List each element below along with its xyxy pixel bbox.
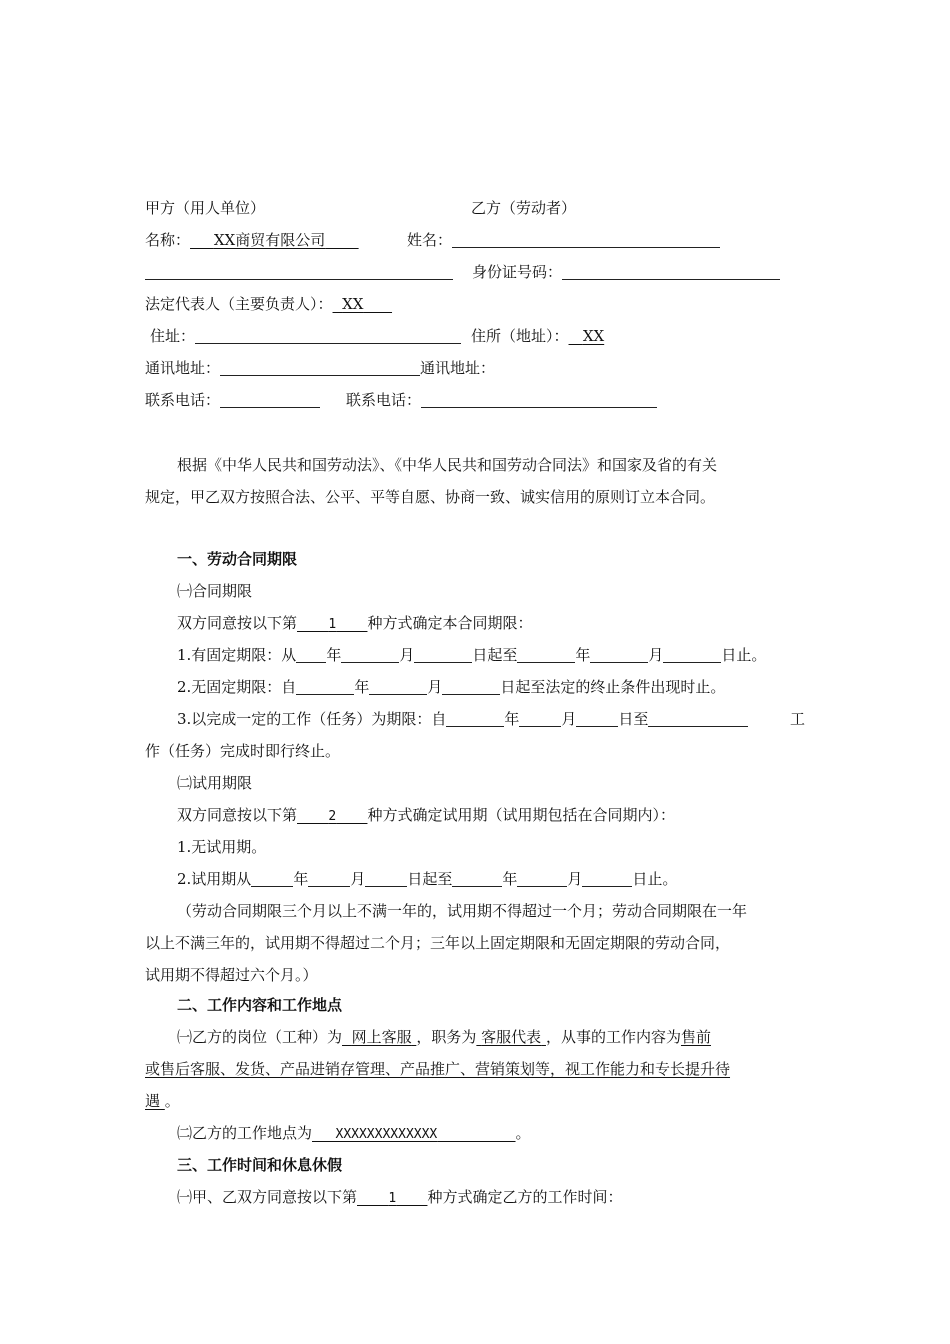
party-a-extra-field[interactable] bbox=[145, 265, 453, 280]
fixed-term-label: 1.有固定期限：从 bbox=[177, 646, 297, 664]
probation-note-line-1: （劳动合同期限三个月以上不满一年的，试用期不得超过一个月；劳动合同期限在一年 bbox=[177, 902, 748, 920]
open-from-month[interactable] bbox=[369, 680, 427, 695]
probation-opt-2-label: 2.试用期从 bbox=[177, 870, 252, 888]
task-term-row bbox=[177, 712, 748, 727]
task-name-field[interactable] bbox=[648, 712, 748, 727]
address-b-label: 住所（地址）： bbox=[471, 327, 569, 345]
address-a-row bbox=[150, 329, 461, 344]
open-term-label: 2.无固定期限：自 bbox=[177, 678, 297, 696]
contact-addr-a-field[interactable] bbox=[220, 361, 420, 376]
work-time-choice-value: 1 bbox=[388, 1191, 397, 1206]
contact-addr-b-label: 通讯地址： bbox=[420, 359, 496, 377]
open-from-day[interactable] bbox=[442, 680, 500, 695]
year-word: 年 bbox=[504, 710, 520, 728]
place-prefix: ㈡乙方的工作地点为 bbox=[177, 1124, 313, 1142]
work-time-suffix: 种方式确定乙方的工作时间： bbox=[427, 1188, 623, 1206]
year-word: 年 bbox=[293, 870, 309, 888]
preamble-line-1: 根据《中华人民共和国劳动法》、《中华人民共和国劳动合同法》和国家及省的有关 bbox=[177, 456, 718, 474]
probation-note-line-3: 试用期不得超过六个月。） bbox=[145, 966, 318, 984]
probation-to-year[interactable] bbox=[452, 872, 502, 887]
legal-rep-label: 法定代表人（主要负责人）： bbox=[145, 295, 333, 313]
party-a-name-row bbox=[145, 233, 359, 248]
legal-rep-value: XX bbox=[342, 295, 364, 313]
probation-suffix: 种方式确定试用期（试用期包括在合同期内）： bbox=[367, 806, 675, 824]
place-row bbox=[177, 1126, 531, 1141]
phone-b-row bbox=[346, 393, 657, 408]
section-1-sub-1: ㈠合同期限 bbox=[177, 582, 253, 600]
year-word: 年 bbox=[502, 870, 518, 888]
party-b-header: 乙方（劳动者） bbox=[471, 199, 577, 217]
fixed-to-year[interactable] bbox=[517, 648, 575, 663]
month-word: 月 bbox=[350, 870, 366, 888]
task-from-day[interactable] bbox=[576, 712, 618, 727]
content-prefix: ，从事的工作内容为 bbox=[545, 1028, 681, 1046]
probation-to-month[interactable] bbox=[517, 872, 567, 887]
id-row bbox=[472, 265, 780, 280]
phone-b-field[interactable] bbox=[421, 393, 657, 408]
probation-note-line-2: 以上不满三年的，试用期不得超过二个月；三年以上固定期限和无固定期限的劳动合同， bbox=[145, 934, 731, 952]
day-from-to-word: 日起至 bbox=[407, 870, 453, 888]
probation-choice-row bbox=[177, 808, 675, 823]
probation-to-day[interactable] bbox=[582, 872, 632, 887]
party-a-header: 甲方（用人单位） bbox=[145, 199, 266, 217]
fixed-to-day[interactable] bbox=[663, 648, 721, 663]
id-field[interactable] bbox=[562, 265, 780, 280]
year-word: 年 bbox=[326, 646, 342, 664]
work-time-prefix: ㈠甲、乙双方同意按以下第 bbox=[177, 1188, 358, 1206]
day-from-to-word: 日起至 bbox=[472, 646, 518, 664]
year-word: 年 bbox=[575, 646, 591, 664]
phone-b-label: 联系电话： bbox=[346, 391, 422, 409]
fixed-from-month[interactable] bbox=[341, 648, 399, 663]
phone-a-field[interactable] bbox=[220, 393, 320, 408]
open-from-year[interactable] bbox=[296, 680, 354, 695]
year-word: 年 bbox=[354, 678, 370, 696]
probation-opt-1: 1.无试用期。 bbox=[177, 838, 267, 856]
company-name: XX商贸有限公司 bbox=[213, 231, 326, 249]
contract-term-choice-row bbox=[177, 616, 532, 631]
work-time-choice-row bbox=[177, 1190, 622, 1205]
duty-prefix: ，职务为 bbox=[416, 1028, 477, 1046]
month-word: 月 bbox=[567, 870, 583, 888]
choice-prefix: 双方同意按以下第 bbox=[177, 614, 298, 632]
choice-suffix: 种方式确定本合同期限： bbox=[367, 614, 533, 632]
post-prefix: ㈠乙方的岗位（工种）为 bbox=[177, 1028, 343, 1046]
person-name-label: 姓名： bbox=[407, 231, 453, 249]
day-to-word: 日至 bbox=[618, 710, 649, 728]
address-a-label: 住址： bbox=[150, 327, 196, 345]
content-value-line-2: 或售后客服、发货、产品进销存管理、产品推广、营销策划等，视工作能力和专长提升待 bbox=[145, 1060, 731, 1078]
legal-rep-row bbox=[145, 297, 392, 312]
probation-from-year[interactable] bbox=[251, 872, 293, 887]
probation-opt-2-row bbox=[177, 872, 677, 887]
month-word: 月 bbox=[399, 646, 415, 664]
month-word: 月 bbox=[427, 678, 443, 696]
content-value-line-3 bbox=[145, 1094, 180, 1109]
phone-a-label: 联系电话： bbox=[145, 391, 221, 409]
contact-address-row bbox=[145, 361, 495, 376]
id-label: 身份证号码： bbox=[472, 263, 563, 281]
fixed-to-month[interactable] bbox=[590, 648, 648, 663]
month-word: 月 bbox=[648, 646, 664, 664]
open-term-tail: 日起至法定的终止条件出现时止。 bbox=[500, 678, 726, 696]
probation-from-month[interactable] bbox=[308, 872, 350, 887]
content-value-end: 遇 bbox=[145, 1092, 161, 1110]
day-end-word: 日止。 bbox=[721, 646, 767, 664]
content-value-start: 售前 bbox=[680, 1028, 711, 1046]
open-term-row bbox=[177, 680, 725, 695]
content-end-mark: 。 bbox=[164, 1092, 180, 1110]
name-label: 名称： bbox=[145, 231, 191, 249]
section-1-sub-2: ㈡试用期限 bbox=[177, 774, 253, 792]
preamble-line-2: 规定，甲乙双方按照合法、公平、平等自愿、协商一致、诚实信用的原则订立本合同。 bbox=[145, 488, 716, 506]
day-end-word: 日止。 bbox=[632, 870, 678, 888]
post-row bbox=[177, 1030, 711, 1045]
section-3-title: 三、工作时间和休息休假 bbox=[177, 1156, 343, 1174]
task-term-tail: 工 bbox=[790, 710, 806, 728]
phone-a-row bbox=[145, 393, 320, 408]
task-term-line-2: 作（任务）完成时即行终止。 bbox=[145, 742, 341, 760]
probation-prefix: 双方同意按以下第 bbox=[177, 806, 298, 824]
address-b-row bbox=[471, 329, 604, 344]
task-term-label: 3.以完成一定的工作（任务）为期限：自 bbox=[177, 710, 447, 728]
person-name-field[interactable] bbox=[452, 233, 720, 248]
address-a-field[interactable] bbox=[195, 329, 461, 344]
place-end-mark: 。 bbox=[515, 1124, 531, 1142]
fixed-from-year[interactable] bbox=[296, 648, 326, 663]
section-2-title: 二、工作内容和工作地点 bbox=[177, 996, 343, 1014]
task-from-month[interactable] bbox=[519, 712, 561, 727]
probation-from-day[interactable] bbox=[365, 872, 407, 887]
fixed-term-row bbox=[177, 648, 766, 663]
contract-term-choice-value: 1 bbox=[328, 617, 337, 632]
section-1-title: 一、劳动合同期限 bbox=[177, 550, 298, 568]
post-value: 网上客服 bbox=[351, 1028, 412, 1046]
probation-choice-value: 2 bbox=[328, 809, 337, 824]
task-from-year[interactable] bbox=[446, 712, 504, 727]
address-b-value: XX bbox=[582, 327, 605, 345]
place-value: XXXXXXXXXXXXX bbox=[335, 1127, 438, 1142]
duty-value: 客服代表 bbox=[481, 1028, 542, 1046]
month-word: 月 bbox=[561, 710, 577, 728]
party-a-extra-row bbox=[145, 265, 453, 280]
party-b-name-row bbox=[407, 233, 720, 248]
contact-addr-a-label: 通讯地址： bbox=[145, 359, 221, 377]
fixed-from-day[interactable] bbox=[414, 648, 472, 663]
